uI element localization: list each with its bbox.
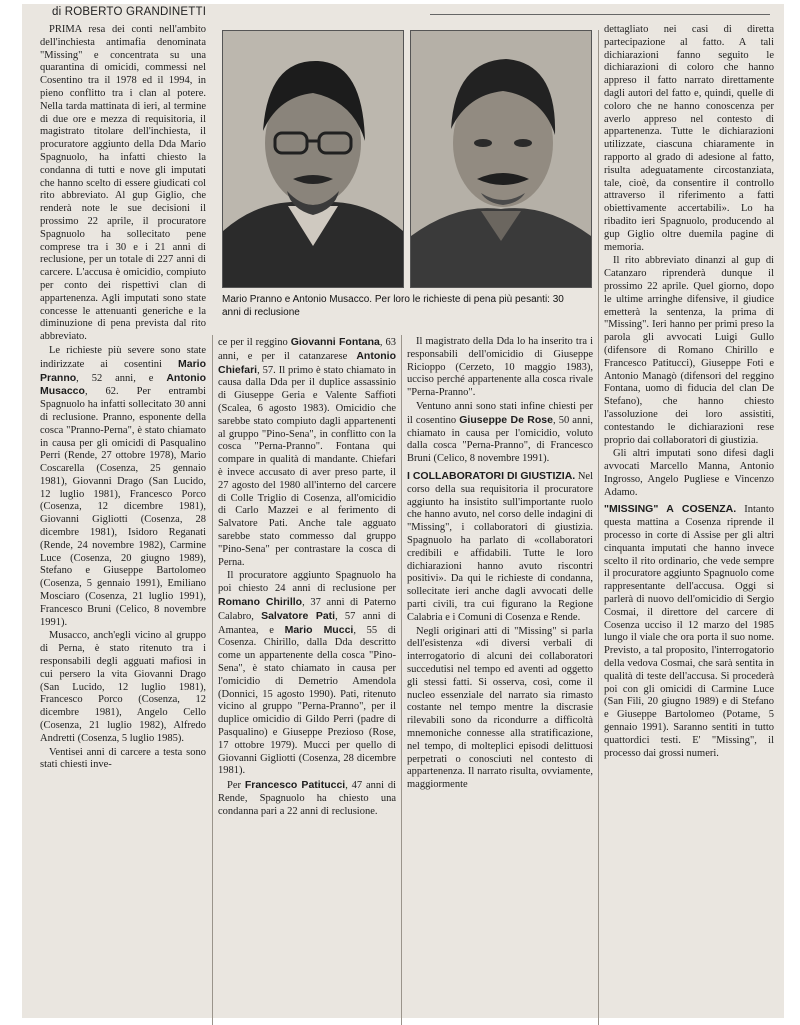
byline: di ROBERTO GRANDINETTI — [52, 6, 207, 18]
person-name: Mario Mucci — [284, 623, 354, 636]
person-name: Salvatore Pati — [261, 609, 336, 622]
man-with-mustache-portrait-icon — [411, 31, 591, 287]
article-paragraph: Le richieste più severe sono state indirizzate ai cosentini Mario Pranno, 52 anni, e Antonio Musacco, 62. Per entrambi Spagnuolo ha infatti sollecitato 30 anni di reclusione. Pranno, esponente della cosca "Pranno-Perna", è stato chiamato in causa per gli omicidi di Pasqualino Perri (Rende, 27 ottobre 1978), Mario Coscarella (Cosenza, 25 gennaio 1981), Giovanni Drago (San Lucido, 12 luglio 1981), Francesco Porco (Cosenza, 12 dicembre 1981), Giovanni Gigliotti (Cosenza, 28 dicembre 1981), Isidoro Reganati (Rende, 24 novembre 1982), Carmine Luce (Cosenza, 20 giugno 1989), Stefano e Giuseppe Bartolomeo (Cosenza, 5 gennaio 1991), Emiliano Mosciaro (Cosenza, 21 luglio 1991), Francesco Bruni (Celico, 8 novembre 1991). — [40, 344, 206, 628]
article-column-4 — [604, 24, 774, 1020]
person-name: Giovanni Fontana — [290, 336, 380, 348]
photo-mario-pranno — [222, 30, 404, 288]
article-paragraph: "MISSING" A COSENZA. Intanto questa mattina a Cosenza riprende il processo in corte di Assise per gli altri cinquanta imputati che hanno invece scelto il rito ordinario, che vede sempre il procuratore aggiunto Spagnuolo come rappresentante dell'accusa. Oggi si parlerà di nuovo dell'omicidio di Sergio Cosmai, il direttore del carcere di Cosenza ucciso il 12 marzo del 1985 lungo il viale che ora porta il suo nome. Previsto, a tal proposito, l'interrogatorio della vedova Cosmai, che sarà sentita in qualità di teste dell'accusa. Si procederà poi con gli omicidi di Carmine Luce (San Fili, 20 giugno 1989) e di Stefano e Giuseppe Bartolomeo (Potame, 5 gennaio 1991). Saranno sentiti in tutto quattordici testi. E' "Missing", il processo dai grossi numeri. — [604, 503, 774, 759]
article-paragraph: Per Francesco Patitucci, 47 anni di Rende, Spagnuolo ha chiesto una condanna pari a 22 anni di reclusione. — [218, 779, 396, 817]
article-paragraph: ce per il reggino Giovanni Fontana, 63 anni, e per il catanzarese Antonio Chiefari, 57. Il primo è stato chiamato in causa dalla Dda per il duplice assassinio di Giuseppe Geria e Valente Saffioti (Scalea, 6 agosto 1983). Omicidio che sarebbe stato compiuto dagli appartenenti al gruppo "Pino-Sena", in conflitto con la cosca "Perna-Pranno". Fontana qui compare in qualità di mandante. Chiefari è invece accusato di aver preso parte, il 27 agosto del 1980 all'interno del carcere di Colle Triglio di Cosenza, all'omicidio di Carlo Mazzei e al ferimento di Salvatore Pati. Anche tale agguato sarebbe stato commesso dal gruppo "Pino-Sena" per contrastare la cosca di Perna. — [218, 336, 396, 568]
article-column-3 — [407, 336, 593, 1020]
article-paragraph: Ventisei anni di carcere a testa sono stati chiesti inve- — [40, 746, 206, 771]
column-rule — [401, 335, 402, 1025]
article-paragraph: Negli originari atti di "Missing" si parla dell'esistenza «di diversi verbali di interrogatorio di alcuni dei collaboratori succedutisi nel tempo ed aventi ad oggetto gli stessi fatti. Si osserva, così, come il nucleo essenziale del narrato sia rimasto costante nel tempo mentre la discrasie rilevabili sono da ricondurre a difficoltà mnemoniche connesse alla stratificazione, nel tempo, di molteplici episodi delittuosi perpetrati o conosciuti nel contesto di appartenenza. Il narrato risulta, ovviamente, maggiormente — [407, 625, 593, 791]
person-name: Mario Pranno — [40, 357, 206, 384]
photo-antonio-musacco — [410, 30, 592, 288]
article-paragraph: Il rito abbreviato dinanzi al gup di Catanzaro riprenderà dunque il prossimo 22 aprile. Quel giorno, dopo le ultime arringhe difensive, il giudice emetterà la sentenza, la prima di "Missing". Ieri hanno per primi preso la parola gli avvocati Luigi Gullo (difensore di Romano Chirillo e Francesco Patitucci), Giuseppe Foti e Antonio Managò (difensori del reggino Fontana, uomo di fiducia del clan De Stefano), che hanno chiesto l'assoluzione dei loro assistiti, contestando le dichiarazioni rese proprio dai collaboratori di giustizia. — [604, 255, 774, 446]
article-paragraph: dettagliato nei casi di diretta partecipazione al fatto. A tali dichiarazioni fanno seguito le dichiarazioni di coloro che hanno appreso il fatto narrato direttamente dagli autori del fatto e, quindi, quelle di coloro che ne hanno conoscenza per averlo appreso nel contesto di appartenenza. Tutte le dichiarazioni utilizzate, ciascuna chiaramente in rapporto al grado di adesione al fatto, risulta adeguatamente circostanziata, tale, cioè, da consentire il controllo attraverso il riferimento a fatti obiettivamente accertabili». Lo ha ribadito ieri Spagnuolo, producendo al gup Giglio oltre duemila pagine di memoria. — [604, 24, 774, 253]
section-subhead: I COLLABORATORI DI GIUSTIZIA. — [407, 469, 576, 482]
article-paragraph: PRIMA resa dei conti nell'ambito dell'inchiesta antimafia denominata "Missing" e concentrata su una quarantina di omicidi, commessi nel Cosentino tra il 1978 ed il 1994, in pieno conflitto tra i clan al potere. Nella tarda mattinata di ieri, al termine di due ore e mezza di requisitoria, il magistrato titolare dell'inchiesta, il procuratore aggiunto della Dda Mario Spagnuolo, ha infatti chiesto la condanna di tutti e nove gli imputati che hanno scelto di essere giudicati col rito abbreviato. Al gup Giglio, che renderà note le sue decisioni il prossimo 22 aprile, il procuratore Spagnuolo ha sollecitato pene comprese tra i 30 e i 21 anni di reclusione, per un totale di 227 anni di carcere. L'accusa è omicidio, compiuto per conto dei rispettivi clan di appartenenza. Agli imputati sono state concesse le attenuanti generiche e la diminuzione di pena prevista dal rito abbreviato. — [40, 24, 206, 343]
section-subhead: "MISSING" A COSENZA. — [604, 503, 737, 516]
man-with-glasses-portrait-icon — [223, 31, 403, 287]
article-paragraph: Ventuno anni sono stati infine chiesti per il cosentino Giuseppe De Rose, 50 anni, chiamato in causa per l'omicidio, voluto dalla cosca "Perna-Pranno", di Francesco Bruni (Celico, 8 novembre 1991). — [407, 400, 593, 465]
article-paragraph: Il magistrato della Dda lo ha inserito tra i responsabili dell'omicidio di Giuseppe Ricioppo (Cerzeto, 10 maggio 1983), ucciso perché appartenente alla cosca rivale "Perna-Pranno". — [407, 336, 593, 399]
person-name: Antonio Musacco — [40, 371, 206, 398]
column-rule — [598, 30, 599, 1025]
person-name: Giuseppe De Rose — [459, 413, 553, 426]
person-name: Antonio Chiefari — [218, 349, 396, 376]
photo-caption: Mario Pranno e Antonio Musacco. Per loro le richieste di pena più pesanti: 30 anni di reclusione — [222, 294, 564, 318]
article-paragraph: Musacco, anch'egli vicino al gruppo di Perna, è stato ritenuto tra i responsabili degli agguati mafiosi in cui persero la vita Giovanni Drago (San Lucido, 12 luglio 1981), Francesco Porco (Cosenza, 12 dicembre 1981), Angelo Cello (Cosenza, 21 luglio 1982), Alfredo Andretti (Cosenza, 5 luglio 1985). — [40, 630, 206, 744]
article-paragraph: I COLLABORATORI DI GIUSTIZIA. Nel corso della sua requisitoria il procuratore aggiunto ha insistito sull'importante ruolo che hanno avuto, nel corso delle indagini di "Missing", i collaboratori di giustizia. Spagnuolo ha parlato di «collaboratori credibili e affidabili. Tutte le loro dichiarazioni hanno avuto riscontri positivi». Da qui le richieste di condanna, sollecitate ieri anche dagli avvocati delle parti civili, tra cui figurano la Regione Calabria e i Comuni di Cosenza e Rende. — [407, 469, 593, 623]
top-rule — [430, 14, 770, 15]
article-paragraph: Gli altri imputati sono difesi dagli avvocati Marcello Manna, Antonio Ingrosso, Angelo Pugliese e Vincenzo Adamo. — [604, 448, 774, 498]
person-name: Romano Chirillo — [218, 595, 303, 608]
article-paragraph: Il procuratore aggiunto Spagnuolo ha poi chiesto 24 anni di reclusione per Romano Chirillo, 37 anni di Paterno Calabro, Salvatore Pati, 57 anni di Amantea, e Mario Mucci, 55 di Cosenza. Chirillo, dalla Dda descritto come un appartenente della cosca "Pino-Sena", è stato chiamato in causa per l'omicidio di Demetrio Amendola (Donnici, 15 agosto 1990). Pati, ritenuto vicino al gruppo "Perna-Pranno", per il duplice omicidio di Gildo Perri (padre di Pasqualino) e Giuseppe Prezioso (Rose, 17 ottobre 1979). Mucci per quello di Giovanni Gigliotti (Cosenza, 28 dicembre 1981). — [218, 570, 396, 777]
person-name: Francesco Patitucci — [244, 779, 346, 792]
article-column-2 — [218, 336, 396, 1020]
article-column-1 — [40, 24, 206, 1020]
column-rule — [212, 335, 213, 1025]
